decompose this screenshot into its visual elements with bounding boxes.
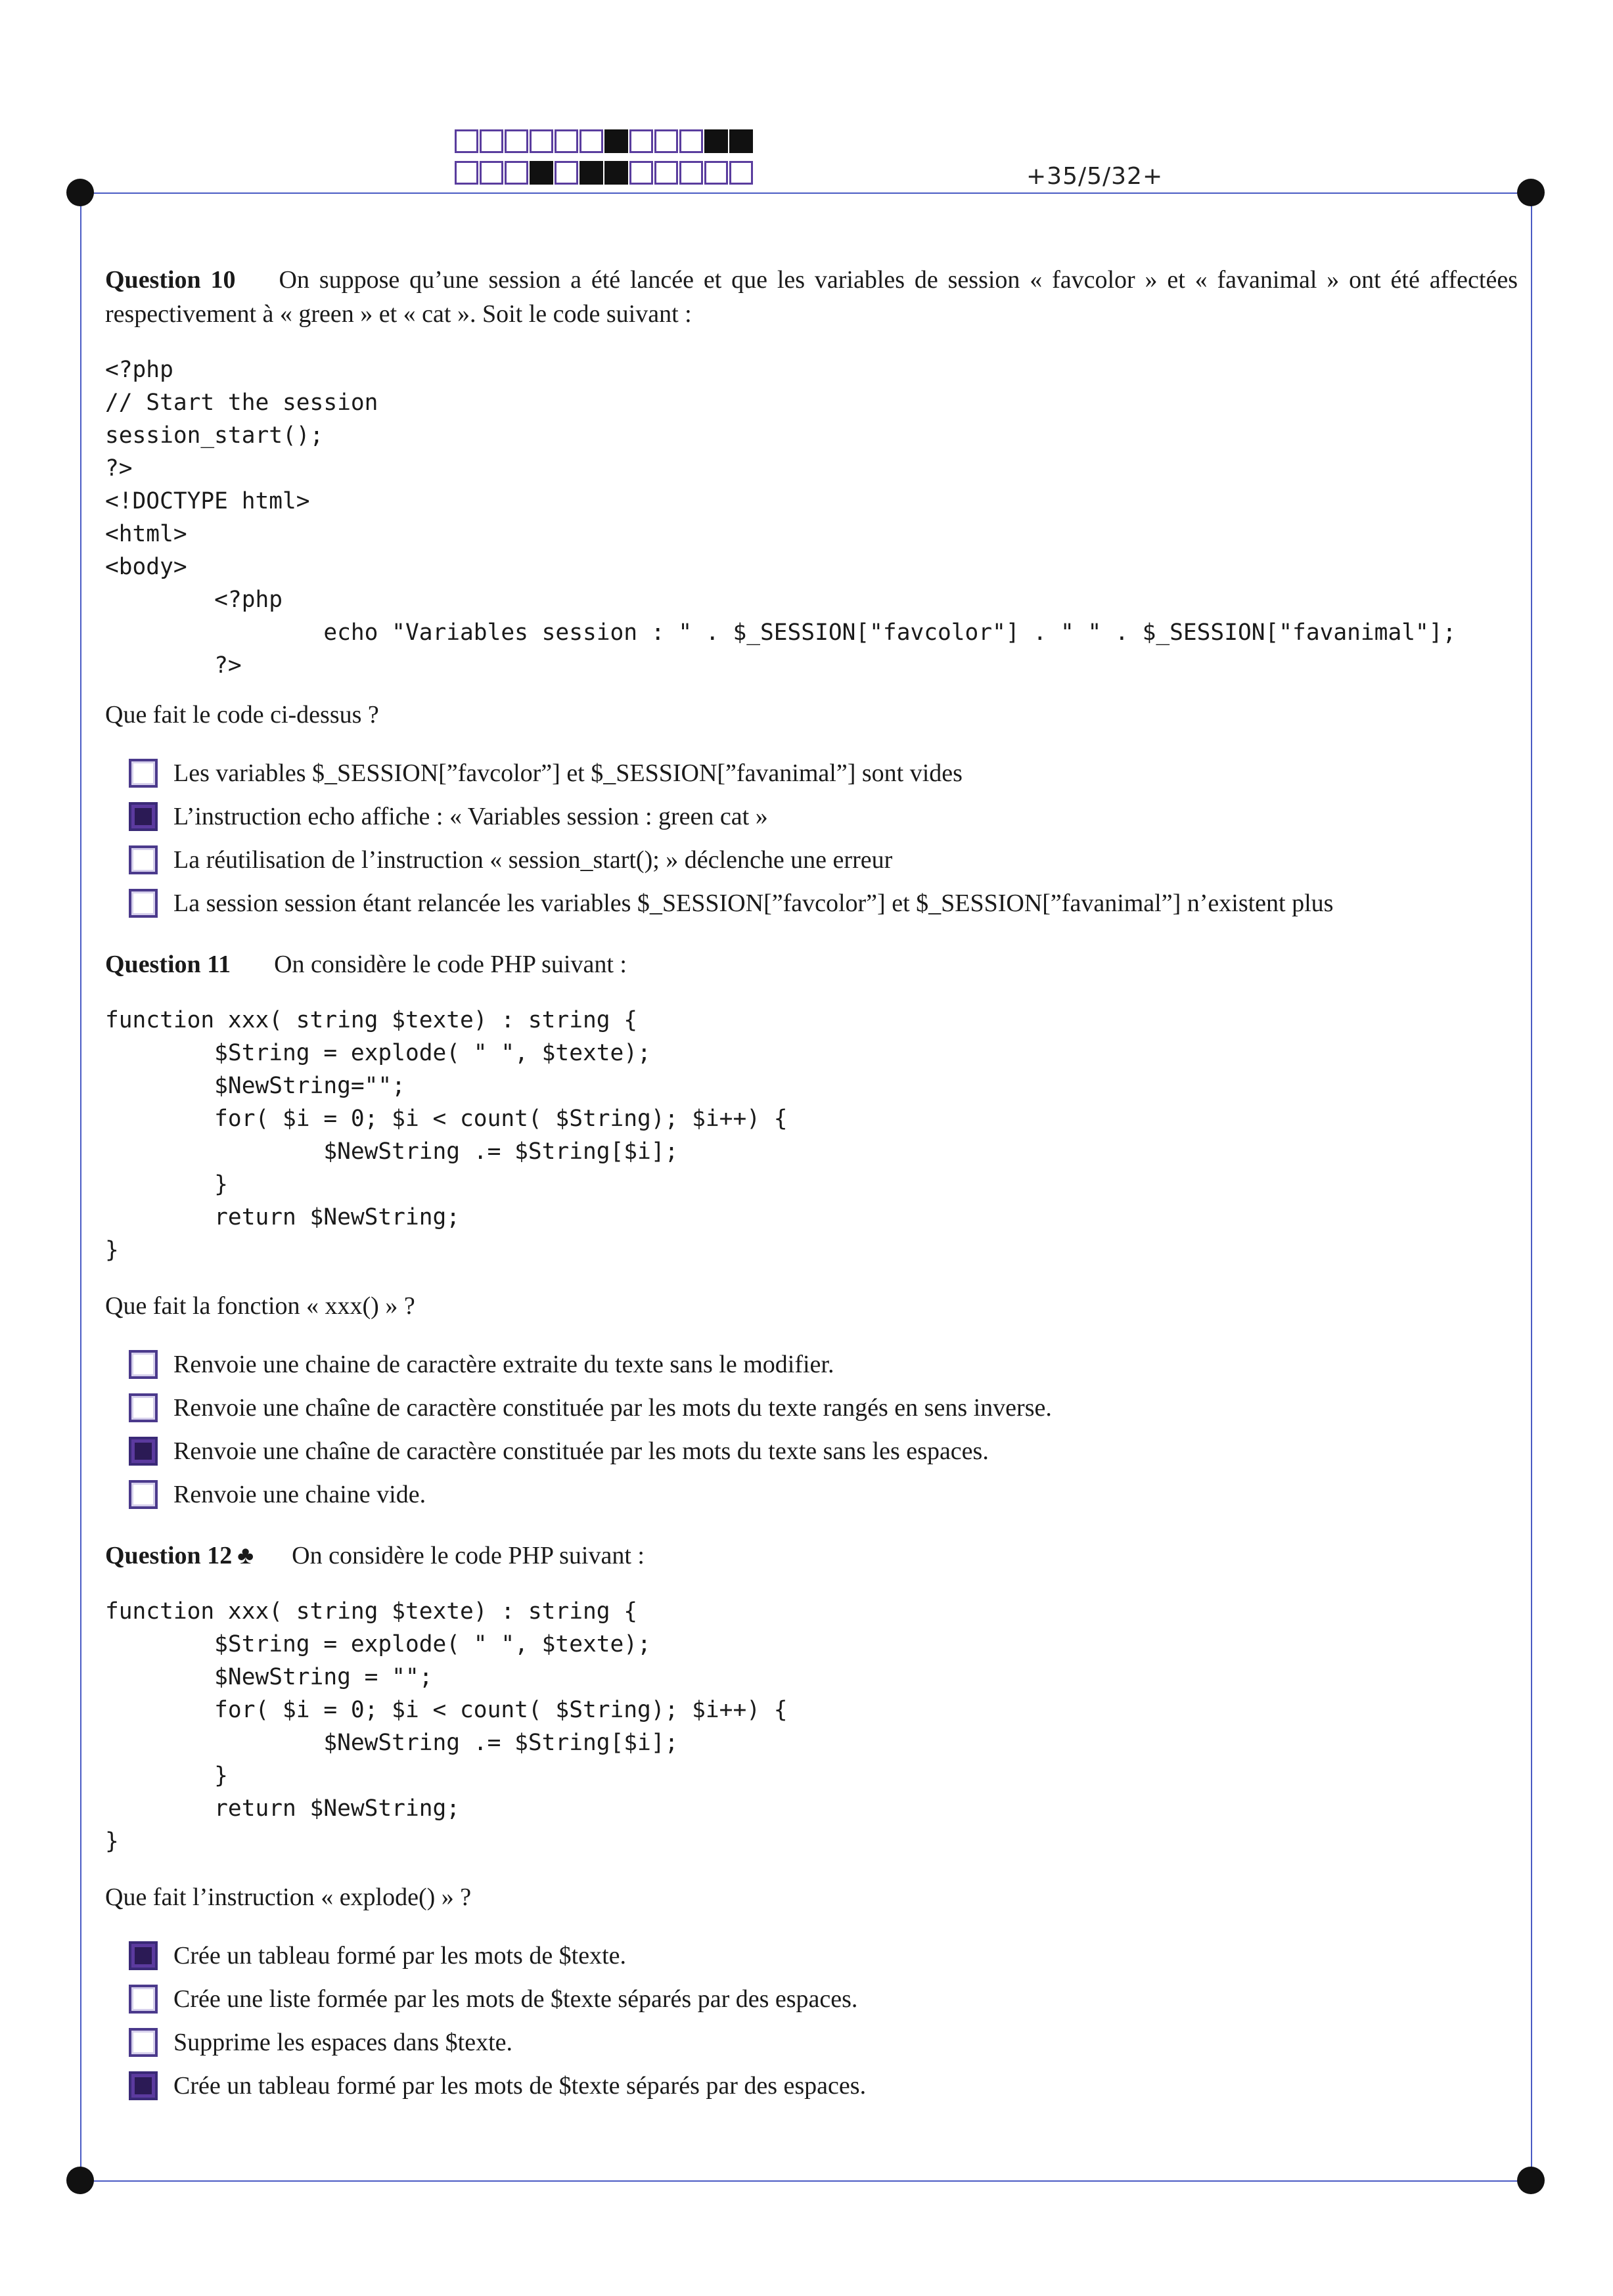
answer-text: Crée un tableau formé par les mots de $texte séparés par des espaces. xyxy=(173,2072,867,2100)
answer-option[interactable] xyxy=(129,1934,1518,1977)
student-id-grid-row-1 xyxy=(455,129,753,153)
frame-right-line xyxy=(1531,192,1532,2182)
answer-checkbox[interactable] xyxy=(129,2028,158,2057)
question-10 xyxy=(105,263,1518,925)
answer-checkbox[interactable] xyxy=(129,1437,158,1466)
code-block: <?php // Start the session session_start(); ?> <!DOCTYPE html> <html> <body> <?php echo "Variables session : " . $_SESSION["favcolor"] . " " . $_SESSION["favanimal"]; ?> xyxy=(105,357,1457,679)
id-cell-empty xyxy=(455,161,478,185)
id-cell-filled xyxy=(530,161,553,185)
answer-option[interactable] xyxy=(129,752,1518,795)
question-prompt: Que fait la fonction « xxx() » ? xyxy=(105,1292,415,1320)
question-12 xyxy=(105,1539,1518,2107)
answer-text: Renvoie une chaine vide. xyxy=(173,1481,426,1508)
answer-list xyxy=(129,1934,1518,2107)
answer-option[interactable] xyxy=(129,1386,1518,1429)
club-icon: ♣ xyxy=(237,1542,254,1569)
answer-text: Crée un tableau formé par les mots de $texte. xyxy=(173,1942,627,1970)
id-cell-empty xyxy=(679,129,703,153)
id-cell-empty xyxy=(480,161,503,185)
id-cell-filled xyxy=(604,161,628,185)
corner-mark-bottom-right xyxy=(1517,2167,1545,2194)
id-cell-empty xyxy=(629,129,653,153)
answer-text: Les variables $_SESSION[”favcolor”] et $_SESSION[”favanimal”] sont vides xyxy=(173,759,963,787)
answer-checkbox[interactable] xyxy=(129,1350,158,1379)
question-prompt: Que fait l’instruction « explode() » ? xyxy=(105,1883,472,1911)
id-cell-filled xyxy=(704,129,728,153)
id-cell-empty xyxy=(555,129,578,153)
id-cell-empty xyxy=(629,161,653,185)
id-cell-empty xyxy=(704,161,728,185)
corner-mark-top-left xyxy=(66,179,94,206)
question-prompt: Que fait le code ci-dessus ? xyxy=(105,701,379,729)
code-block: function xxx( string $texte) : string { $String = explode( " ", $texte); $NewString=""; for( $i = 0; $i < count( $String); $i++) { $NewString .= $String[$i]; } return $NewString; } xyxy=(105,1007,788,1263)
page-identifier: +35/5/32+ xyxy=(1026,163,1164,190)
student-id-grid-row-2 xyxy=(455,161,753,185)
question-number: Question 11 xyxy=(105,951,231,978)
answer-option[interactable] xyxy=(129,2064,1518,2107)
id-cell-empty xyxy=(679,161,703,185)
answer-text: La session session étant relancée les variables $_SESSION[”favcolor”] et $_SESSION[”favanimal”] n’existent plus xyxy=(173,889,1334,917)
answer-checkbox[interactable] xyxy=(129,1941,158,1970)
answer-text: La réutilisation de l’instruction « session_start(); » déclenche une erreur xyxy=(173,846,893,874)
code-block: function xxx( string $texte) : string { $String = explode( " ", $texte); $NewString = ""; for( $i = 0; $i < count( $String); $i++) { $NewString .= $String[$i]; } return $NewString; } xyxy=(105,1598,788,1855)
question-text: On considère le code PHP suivant : xyxy=(274,951,627,978)
answer-text: L’instruction echo affiche : « Variables session : green cat » xyxy=(173,803,768,830)
frame-left-line xyxy=(80,192,81,2182)
id-cell-empty xyxy=(480,129,503,153)
answer-option[interactable] xyxy=(129,1429,1518,1473)
answer-option[interactable] xyxy=(129,1473,1518,1516)
id-cell-filled xyxy=(604,129,628,153)
question-statement xyxy=(105,263,1518,331)
id-cell-empty xyxy=(654,129,678,153)
answer-option[interactable] xyxy=(129,1977,1518,2021)
answer-text: Renvoie une chaine de caractère extraite du texte sans le modifier. xyxy=(173,1351,834,1378)
question-number: Question 12 ♣ xyxy=(105,1542,254,1569)
answer-option[interactable] xyxy=(129,1343,1518,1386)
answer-checkbox[interactable] xyxy=(129,889,158,918)
answer-checkbox[interactable] xyxy=(129,845,158,874)
id-cell-empty xyxy=(579,129,603,153)
id-cell-empty xyxy=(505,161,528,185)
corner-mark-bottom-left xyxy=(66,2167,94,2194)
answer-text: Renvoie une chaîne de caractère constituée par les mots du texte rangés en sens inverse. xyxy=(173,1394,1052,1422)
answer-text: Crée une liste formée par les mots de $texte séparés par des espaces. xyxy=(173,1985,858,2013)
answer-text: Renvoie une chaîne de caractère constituée par les mots du texte sans les espaces. xyxy=(173,1437,989,1465)
answer-list xyxy=(129,752,1518,925)
answer-checkbox[interactable] xyxy=(129,1985,158,2014)
id-cell-filled xyxy=(579,161,603,185)
questions-content xyxy=(105,263,1518,2130)
answer-checkbox[interactable] xyxy=(129,1393,158,1422)
id-cell-empty xyxy=(505,129,528,153)
answer-checkbox[interactable] xyxy=(129,1480,158,1509)
answer-list xyxy=(129,1343,1518,1516)
question-statement xyxy=(105,1539,1518,1573)
answer-option[interactable] xyxy=(129,795,1518,838)
frame-top-line xyxy=(80,192,1532,194)
id-cell-empty xyxy=(654,161,678,185)
question-text: On considère le code PHP suivant : xyxy=(292,1542,645,1569)
corner-mark-top-right xyxy=(1517,179,1545,206)
question-statement xyxy=(105,947,1518,981)
id-cell-empty xyxy=(555,161,578,185)
id-cell-empty xyxy=(729,161,753,185)
answer-option[interactable] xyxy=(129,838,1518,882)
question-number: Question 10 xyxy=(105,266,236,294)
answer-option[interactable] xyxy=(129,2021,1518,2064)
id-cell-filled xyxy=(729,129,753,153)
answer-checkbox[interactable] xyxy=(129,802,158,831)
answer-checkbox[interactable] xyxy=(129,2071,158,2100)
frame-bottom-line xyxy=(80,2180,1532,2182)
question-11 xyxy=(105,947,1518,1516)
answer-option[interactable] xyxy=(129,882,1518,925)
answer-text: Supprime les espaces dans $texte. xyxy=(173,2029,513,2056)
id-cell-empty xyxy=(530,129,553,153)
id-cell-empty xyxy=(455,129,478,153)
question-text: On suppose qu’une session a été lancée et que les variables de session « favcolor » et « favanimal » ont été affectées respectivement à « green » et « cat ». Soit le code suivant : xyxy=(105,266,1518,328)
answer-checkbox[interactable] xyxy=(129,759,158,788)
